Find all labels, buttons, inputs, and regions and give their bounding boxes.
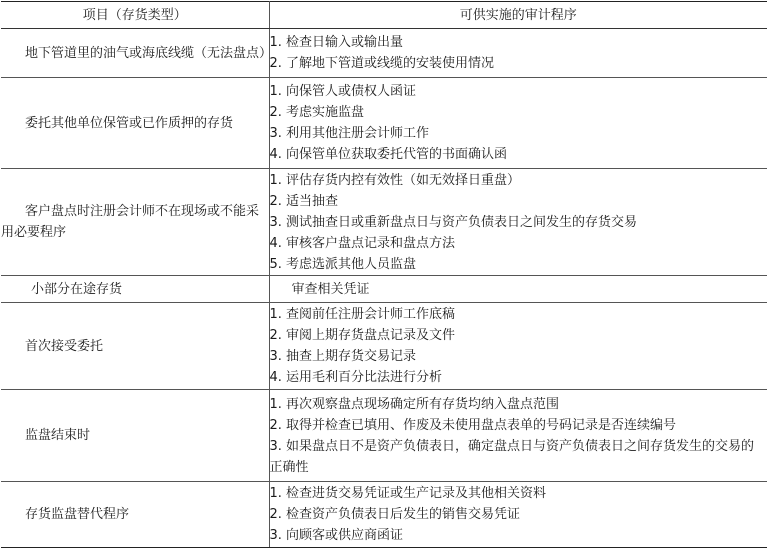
- row-inventory-type: 客户盘点时注册会计师不在现场或不能采用必要程序: [1, 169, 269, 276]
- row-procedures: [269, 78, 767, 169]
- table-row: [1, 169, 767, 276]
- table-header-row: [1, 2, 767, 29]
- procedure-item: 1. 查阅前任注册会计师工作底稿: [269, 307, 456, 322]
- row-inventory-type: 监盘结束时: [1, 390, 269, 482]
- header-audit-procedures: 可供实施的审计程序: [269, 2, 767, 29]
- table-row: [1, 276, 767, 303]
- procedure-item: 1. 检查进货交易凭证或生产记录及其他相关资料: [269, 486, 547, 501]
- row-inventory-type: 首次接受委托: [1, 303, 269, 390]
- row-inventory-type: 委托其他单位保管或已作质押的存货: [1, 78, 269, 169]
- audit-procedures-table: [1, 1, 767, 548]
- procedure-item: 2. 取得并检查已填用、作废及未使用盘点表单的号码记录是否连续编号: [269, 417, 677, 433]
- procedure-item: 3. 抽查上期存货交易记录: [269, 349, 417, 364]
- procedure-item: 3. 向顾客或供应商函证: [269, 528, 404, 543]
- table-row: [1, 390, 767, 482]
- procedure-item: 2. 了解地下管道或线缆的安装使用情况: [269, 56, 495, 71]
- procedure-item: 1. 再次观察盘点现场确定所有存货均纳入盘点范围: [269, 396, 560, 412]
- procedure-item: 3. 测试抽查日或重新盘点日与资产负债表日之间发生的存货交易: [269, 214, 638, 230]
- procedure-item: 1. 检查日输入或输出量: [269, 35, 404, 50]
- procedure-item: 审查相关凭证: [291, 281, 370, 297]
- procedure-item: 2. 审阅上期存货盘点记录及文件: [269, 328, 456, 343]
- table-row: [1, 482, 767, 548]
- row-procedures: [269, 169, 767, 276]
- procedure-item: 1. 向保管人或债权人函证: [269, 84, 417, 99]
- row-procedures: [269, 303, 767, 390]
- row-inventory-type: 存货监盘替代程序: [1, 482, 269, 548]
- row-procedures: [269, 482, 767, 548]
- procedure-item: 4. 运用毛利百分比法进行分析: [269, 370, 443, 385]
- procedure-item: 4. 审核客户盘点记录和盘点方法: [269, 235, 456, 251]
- row-procedures: [269, 29, 767, 78]
- procedure-item: 1. 评估存货内控有效性（如无效择日重盘）: [269, 172, 521, 188]
- row-procedures: [269, 390, 767, 482]
- row-inventory-type: 小部分在途存货: [1, 276, 269, 303]
- table-row: [1, 78, 767, 169]
- procedure-item: 2. 考虑实施监盘: [269, 105, 365, 120]
- procedure-item: 2. 检查资产负债表日后发生的销售交易凭证: [269, 507, 521, 522]
- row-inventory-type: 地下管道里的油气或海底线缆（无法盘点）: [1, 29, 269, 78]
- row-procedures: [269, 276, 767, 303]
- procedure-item: 5. 考虑选派其他人员监盘: [269, 256, 417, 272]
- procedure-item: 3. 利用其他注册会计师工作: [269, 126, 430, 141]
- header-inventory-type: 项目（存货类型）: [1, 2, 269, 29]
- procedure-item: 2. 适当抽查: [269, 193, 339, 209]
- table-row: [1, 29, 767, 78]
- table-row: [1, 303, 767, 390]
- procedure-item: 3. 如果盘点日不是资产负债表日，确定盘点日与资产负债表日之间存货发生的交易的正确性: [269, 438, 755, 475]
- procedure-item: 4. 向保管单位获取委托代管的书面确认函: [269, 147, 508, 162]
